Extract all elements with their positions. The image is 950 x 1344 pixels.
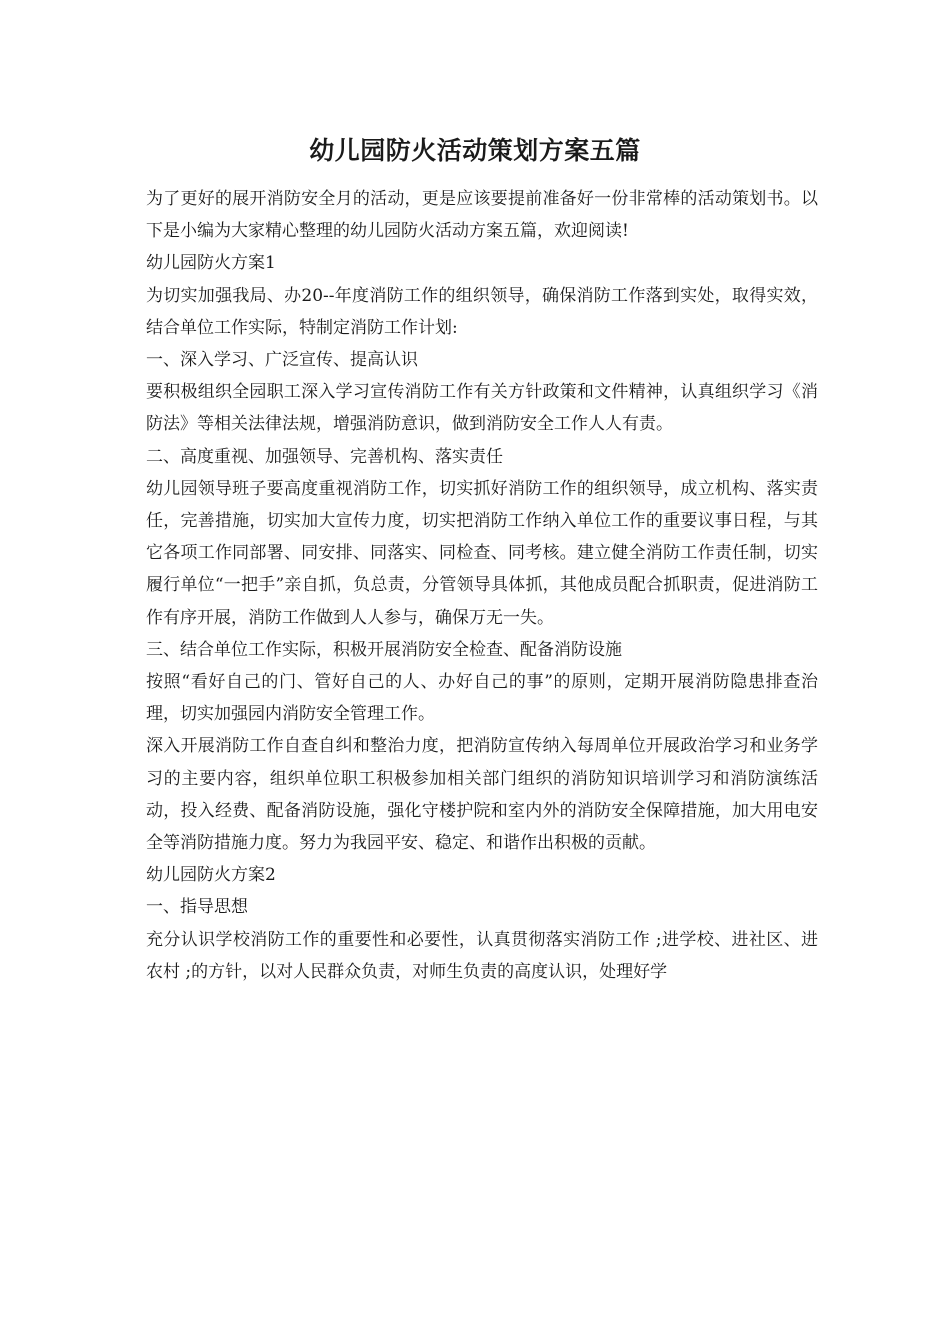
- body-paragraph: 充分认识学校消防工作的重要性和必要性，认真贯彻落实消防工作 ;进学校、进社区、进农村 ;的方针，以对人民群众负责，对师生负责的高度认识，处理好学: [146, 929, 818, 982]
- subheading: 一、深入学习、广泛宣传、提高认识: [146, 350, 418, 371]
- body-paragraph: 幼儿园领导班子要高度重视消防工作，切实抓好消防工作的组织领导，成立机构、落实责任，完善措施，切实加大宣传力度，切实把消防工作纳入单位工作的重要议事日程，与其它各项工作同部署、同安排、同落实、同检查、同考核。建立健全消防工作责任制，切实履行单位“一把手”亲自抓，负总责，分管领导具体抓，其他成员配合抓职责，促进消防工作有序开展，消防工作做到人人参与，确保万无一失。: [146, 478, 818, 628]
- section-heading-plan-1: 幼儿园防火方案1: [146, 253, 276, 274]
- document-title: 幼儿园防火活动策划方案五篇: [309, 136, 641, 165]
- body-paragraph: 为切实加强我局、办20--年度消防工作的组织领导，确保消防工作落到实处，取得实效，结合单位工作实际，特制定消防工作计划:: [146, 285, 818, 338]
- subheading: 二、高度重视、加强领导、完善机构、落实责任: [146, 446, 503, 467]
- subheading: 三、结合单位工作实际，积极开展消防安全检查、配备消防设施: [146, 639, 622, 660]
- body-paragraph: 深入开展消防工作自查自纠和整治力度，把消防宣传纳入每周单位开展政治学习和业务学习的主要内容，组织单位职工积极参加相关部门组织的消防知识培训学习和消防演练活动，投入经费、配备消防设施，强化守楼护院和室内外的消防安全保障措施，加大用电安全等消防措施力度。努力为我园平安、稳定、和谐作出积极的贡献。: [146, 736, 818, 854]
- section-heading-plan-2: 幼儿园防火方案2: [146, 865, 276, 886]
- document-body: [146, 183, 818, 988]
- subheading: 一、指导思想: [146, 897, 248, 918]
- body-paragraph: 按照“看好自己的门、管好自己的人、办好自己的事”的原则，定期开展消防隐患排查治理，切实加强园内消防安全管理工作。: [146, 672, 818, 725]
- body-paragraph: 要积极组织全园职工深入学习宣传消防工作有关方针政策和文件精神，认真组织学习《消防法》等相关法律法规，增强消防意识，做到消防安全工作人人有责。: [146, 382, 818, 435]
- intro-paragraph: 为了更好的展开消防安全月的活动，更是应该要提前准备好一份非常棒的活动策划书。以下是小编为大家精心整理的幼儿园防火活动方案五篇，欢迎阅读!: [146, 189, 818, 242]
